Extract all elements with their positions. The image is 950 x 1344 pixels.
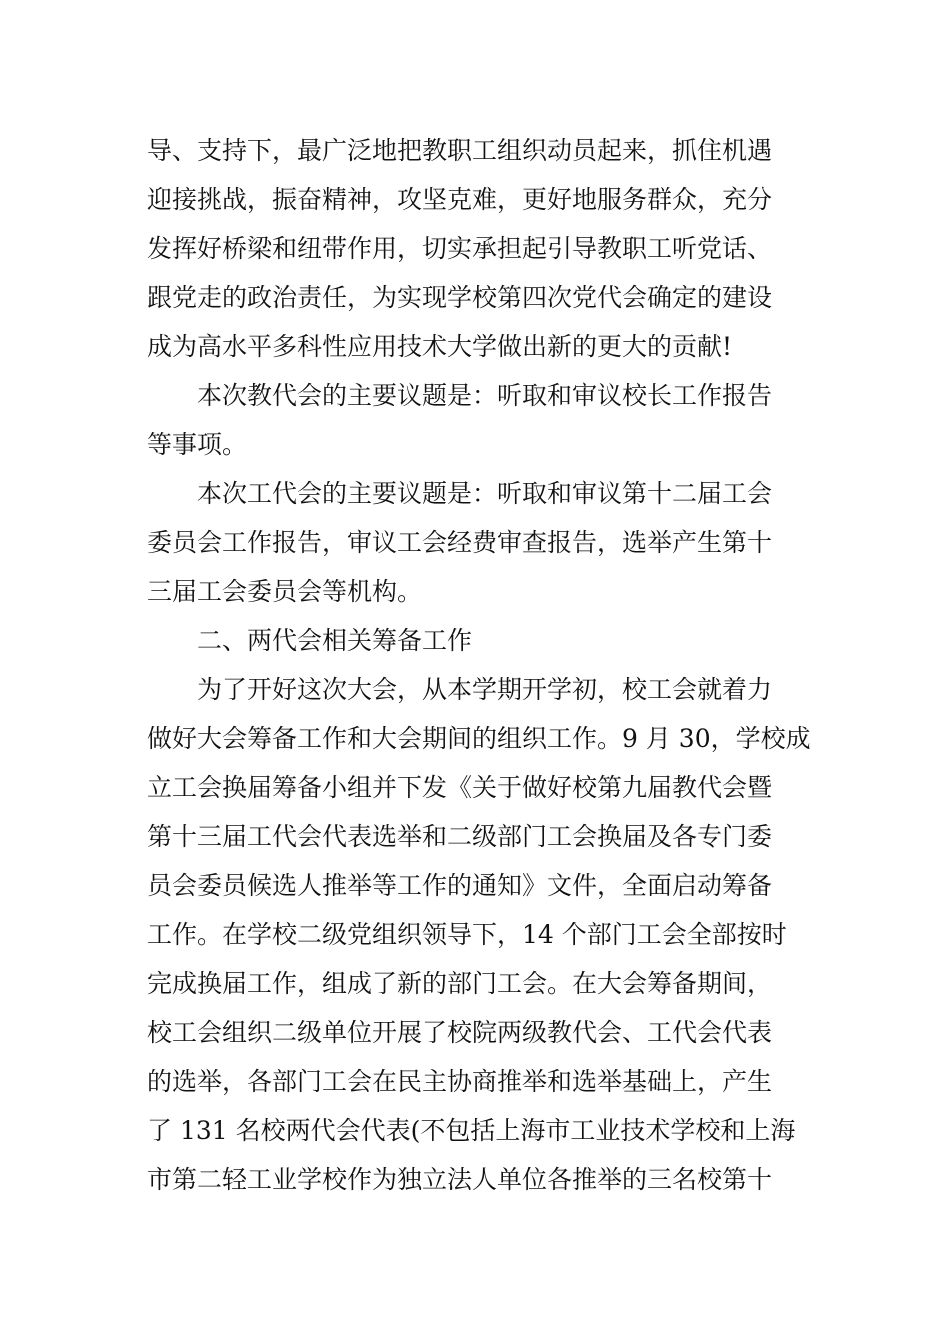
text-line-3: 发挥好桥梁和纽带作用，切实承担起引导教职工听党话、: [147, 234, 773, 263]
text-line-1: 导、支持下，最广泛地把教职工组织动员起来，抓住机遇: [147, 136, 773, 165]
section-heading: 二、两代会相关筹备工作: [197, 626, 473, 655]
text-line-9: 委员会工作报告，审议工会经费审查报告，选举产生第十: [147, 528, 773, 557]
text-line-15: 第十三届工代会代表选举和二级部门工会换届及各专门委: [147, 822, 773, 851]
text-line-22: 市第二轻工业学校作为独立法人单位各推举的三名校第十: [147, 1165, 773, 1194]
text-line-6: 本次教代会的主要议题是：听取和审议校长工作报告: [197, 381, 773, 410]
text-line-21: 了 131 名校两代会代表(不包括上海市工业技术学校和上海: [147, 1116, 796, 1145]
text-line-17: 工作。在学校二级党组织领导下，14 个部门工会全部按时: [147, 920, 787, 949]
text-line-5: 成为高水平多科性应用技术大学做出新的更大的贡献!: [147, 332, 733, 361]
text-line-19: 校工会组织二级单位开展了校院两级教代会、工代会代表: [147, 1018, 773, 1047]
text-line-2: 迎接挑战，振奋精神，攻坚克难，更好地服务群众，充分: [147, 185, 773, 214]
text-line-4: 跟党走的政治责任，为实现学校第四次党代会确定的建设: [147, 283, 773, 312]
text-line-10: 三届工会委员会等机构。: [147, 577, 423, 606]
text-line-14: 立工会换届筹备小组并下发《关于做好校第九届教代会暨: [147, 773, 773, 802]
text-line-13: 做好大会筹备工作和大会期间的组织工作。9 月 30，学校成: [147, 724, 811, 753]
text-line-8: 本次工代会的主要议题是：听取和审议第十二届工会: [197, 479, 773, 508]
text-line-20: 的选举，各部门工会在民主协商推举和选举基础上，产生: [147, 1067, 773, 1096]
text-line-18: 完成换届工作，组成了新的部门工会。在大会筹备期间，: [147, 969, 773, 998]
document-body: [147, 126, 811, 1204]
text-line-16: 员会委员候选人推举等工作的通知》文件，全面启动筹备: [147, 871, 773, 900]
text-line-7: 等事项。: [147, 430, 248, 459]
text-line-12: 为了开好这次大会，从本学期开学初，校工会就着力: [197, 675, 773, 704]
